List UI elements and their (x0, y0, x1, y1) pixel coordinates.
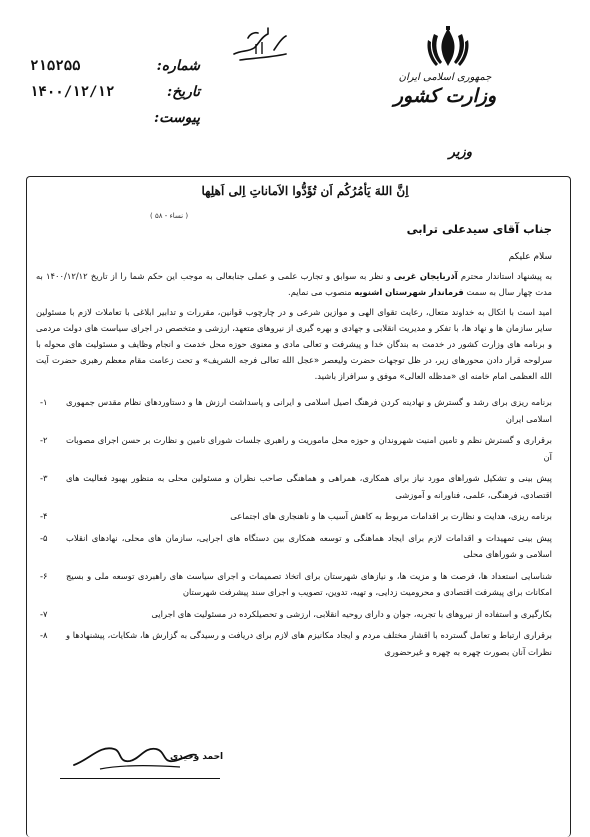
guidance-paragraph: امید است با اتکال به خداوند متعال، رعایت تقوای الهی و موازین شرعی و در چارچوب قوانین، مقررات و تدابیر ابلاغی با تعاملات لازم با مسئولین سایر سازمان ها و نهاد ها، با تفکر و مدیریت انقلابی و جهادی و بهره گیری از نیروهای متعهد، ارزشی و متخصص در اجرای سیاست های دولت مردمی و برنامه های وزارت کشور در خدمت به بندگان خدا و پیشرفت و تعالی مادی و معنوی حوزه محل خدمت و انجام وظایف و مسئولیت های محوله با سرلوحه قرار دادن محورهای زیر، در ظل توجهات حضرت ولیعصر «عجل الله تعالی فرجه الشریف» و تحت زعامت مقام معظم رهبری حضرت آیت الله العظمی امام خامنه ای «مدظله العالی» موفق و سرافراز باشید. (36, 307, 552, 381)
ministry-name: وزارت کشور (393, 85, 497, 107)
letter-body (36, 222, 552, 665)
number-value: ۲۱۵۲۵۵ (30, 58, 81, 74)
list-item-text: بکارگیری و استفاده از نیروهای با تجربه، جوان و دارای روحیه انقلابی، ارزشی و تحصیلکرده در مسئولیت های اجرایی (151, 608, 552, 619)
list-item-number: ۷- (40, 608, 48, 619)
greeting: سلام علیکم (508, 252, 552, 262)
ministry-heading (390, 72, 500, 107)
list-item-number: ۳- (40, 473, 48, 483)
position-title: فرماندار شهرستان اشنویه (354, 287, 464, 297)
list-item-text: برنامه ریزی، هدایت و نظارت بر اقدامات مربوط به کاهش آسیب ها و ناهنجاری های اجتماعی (230, 511, 552, 521)
list-item (36, 627, 552, 660)
signatory-name: احمد وحیدی (170, 752, 224, 762)
attachment-label: پیوست: (154, 110, 200, 126)
list-item-text: برنامه ریزی برای رشد و گسترش و نهادینه کردن فرهنگ اصیل اسلامی و ایرانی و پاسداشت ارزش ها و دستاوردهای نظام مقدس جمهوری اسلامی ایران (66, 397, 552, 424)
duties-list (36, 394, 552, 660)
number-row (30, 58, 200, 84)
date-row (30, 84, 200, 110)
list-item-text: پیش بینی و تشکیل شوراهای مورد نیاز برای همکاری، همراهی و هماهنگی صاحب نظران و مسئولین محلی به منظور بهبود فعالیت های اقتصادی، فرهنگی، علمی، فناورانه و آموزشی (66, 473, 552, 500)
list-item-number: ۸- (40, 630, 48, 640)
country-name: جمهوری اسلامی ایران (398, 72, 492, 83)
list-item (36, 394, 552, 427)
list-item-number: ۲- (40, 435, 48, 445)
basmala-calligraphy (228, 24, 292, 64)
letter-metadata (30, 58, 200, 136)
list-item (36, 470, 552, 503)
number-label: شماره: (156, 58, 200, 74)
list-item-text: شناسایی استعداد ها، فرصت ها و مزیت ها، و نیازهای شهرستان برای اتخاذ تصمیمات و اجرای سیاست های راهبردی توسعه ملی و بسیج امکانات برای پیشرفت اقتصادی و محرومیت زدایی، و تهیه، تدوین، تصویب و اجرای سند پیشرفت شهرستان (66, 570, 552, 597)
list-item-number: ۶- (40, 570, 48, 581)
list-item (36, 606, 552, 623)
date-label: تاریخ: (166, 84, 200, 100)
date-value: ۱۴۰۰/۱۲/۱۲ (30, 84, 115, 100)
addressee: جناب آقای سیدعلی ترابی (406, 222, 552, 236)
list-item-number: ۴- (40, 511, 48, 521)
list-item-text: برقراری و گسترش نظم و تامین امنیت شهروندان و حوزه محل ماموریت و راهبری جلسات شورای تامین و نظارت بر حسن اجرای مصوبات آن (66, 435, 552, 462)
list-item-text: برقراری ارتباط و تعامل گسترده با اقشار مختلف مردم و ایجاد مکانیزم های لازم برای دریافت و رسیدگی به گزارش ها، شکایات، پیشنهادها و نظرات آنان بصورت چهره به چهره و غیرحضوری (66, 630, 552, 657)
verse-reference: ( نساء - ۵۸ ) (150, 212, 189, 220)
list-item-number: ۵- (40, 532, 48, 543)
list-item-text: پیش بینی تمهیدات و اقدامات لازم برای ایجاد هماهنگی و توسعه همکاری بین دستگاه های اجرایی، سازمان های محلی، نهادهای انقلاب اسلامی و شوراهای محلی (66, 532, 552, 559)
quran-verse: اِنَّ اللهَ یَأمُرُکُم اَن تُؤَدُّوا الاَماناتِ اِلی اَهلِها (201, 184, 409, 198)
signature-line (60, 778, 220, 779)
ministry-subtitle: وزیر (448, 145, 472, 160)
appointment-paragraph: به پیشنهاد استاندار محترم آذربایجان غربی و نظر به سوابق و تجارب علمی و عملی جنابعالی به موجب این حکم شما را از تاریخ ۱۴۰۰/۱۲/۱۲ به مدت چهار سال به سمت فرماندار شهرستان اشنویه منصوب می نمایم. (36, 271, 553, 297)
list-item (36, 508, 552, 525)
province-name: آذربایجان غربی (393, 271, 458, 281)
attachment-row (30, 110, 200, 136)
list-item (36, 530, 552, 563)
list-item-number: ۱- (40, 397, 48, 407)
list-item (36, 432, 552, 465)
list-item (36, 568, 552, 601)
iran-emblem-icon (424, 24, 472, 70)
